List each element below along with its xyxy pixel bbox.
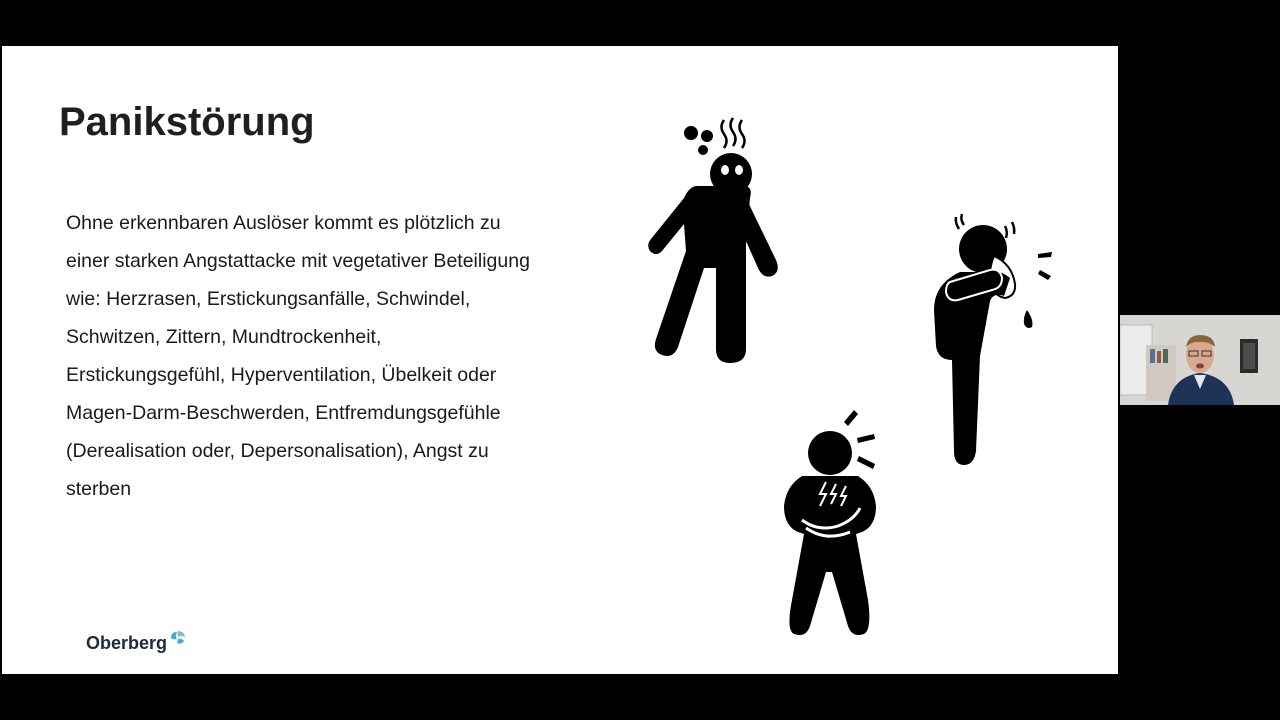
crying-figure-icon xyxy=(934,214,1052,465)
slide-title: Panikstörung xyxy=(59,100,315,144)
stomach-pain-figure-icon xyxy=(784,410,876,635)
oberberg-logo xyxy=(86,632,187,654)
slide-body-text: Ohne erkennbaren Auslöser kommt es plötzlich zu einer starken Angstattacke mit vegetativer Beteiligung wie: Herzrasen, Erstickungsanfälle, Schwindel, Schwitzen, Zittern, Mundtrockenheit, Erstickungsgefühl, Hyperventilation, Übelkeit oder Magen-Darm-Beschwerden, Entfremdungsgefühle (Derealisation oder, Depersonalisation), Angst zu sterben xyxy=(66,212,530,500)
presenter-video-image xyxy=(1120,315,1280,405)
panic-symptoms-illustration xyxy=(2,46,1118,674)
presentation-slide xyxy=(2,46,1118,674)
oberberg-mark-icon xyxy=(169,630,187,646)
dizzy-sweating-figure-icon xyxy=(648,118,778,363)
presenter-video-feed[interactable] xyxy=(1120,315,1280,405)
logo-text: Oberberg xyxy=(86,633,168,653)
